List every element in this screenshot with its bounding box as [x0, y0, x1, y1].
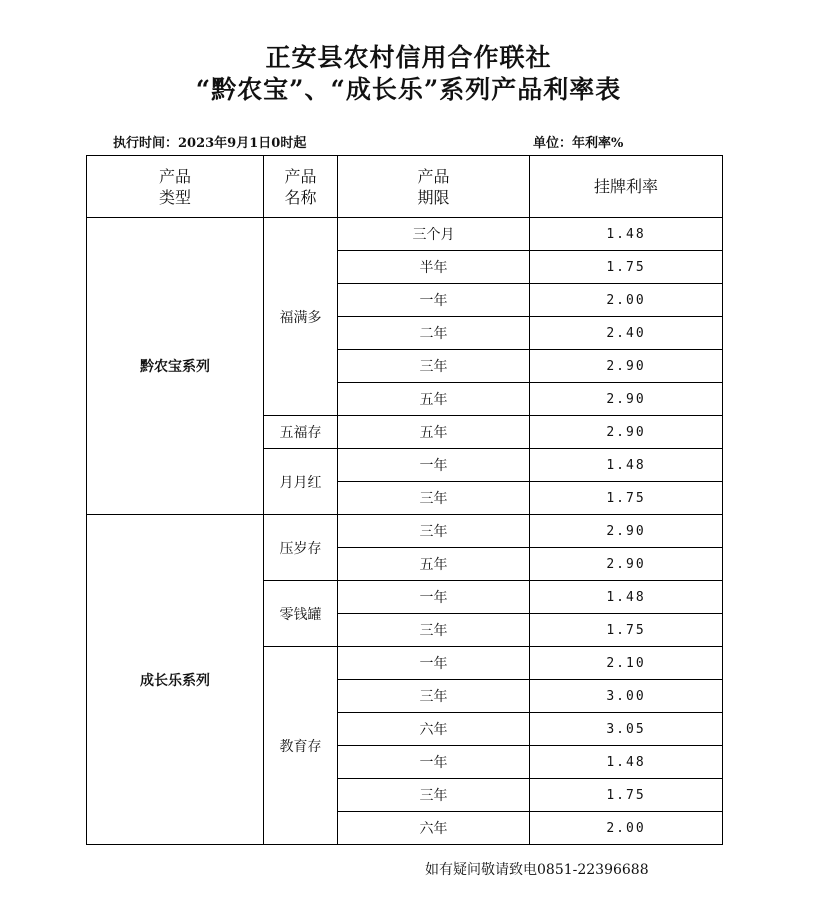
- header-product-term-line1: 产品: [417, 166, 450, 186]
- header-product-type-line1: 产品: [158, 166, 191, 186]
- product-term: 六年: [338, 812, 530, 845]
- series-name: 黔农宝系列: [87, 218, 264, 515]
- product-term: 六年: [338, 713, 530, 746]
- header-product-type-line2: 类型: [158, 187, 191, 207]
- product-name: 月月红: [264, 449, 338, 515]
- product-term: 三年: [338, 350, 530, 383]
- header-product-name: [264, 156, 338, 218]
- product-term: 一年: [338, 647, 530, 680]
- header-product-type: [87, 156, 264, 218]
- product-term: 五年: [338, 548, 530, 581]
- listed-rate: 2.90: [530, 350, 723, 383]
- listed-rate: 2.10: [530, 647, 723, 680]
- listed-rate: 3.00: [530, 680, 723, 713]
- header-product-name-line2: 名称: [284, 187, 317, 207]
- listed-rate: 2.90: [530, 548, 723, 581]
- product-term: 三年: [338, 614, 530, 647]
- product-term: 三年: [338, 482, 530, 515]
- listed-rate: 2.00: [530, 284, 723, 317]
- product-term: 一年: [338, 581, 530, 614]
- product-term: 半年: [338, 251, 530, 284]
- effective-time: 执行时间：2023年9月1日0时起: [113, 136, 307, 151]
- listed-rate: 2.90: [530, 416, 723, 449]
- document-subtitle: “黔农宝”、“成长乐”系列产品利率表: [195, 75, 622, 104]
- product-term: 一年: [338, 449, 530, 482]
- rate-unit: 单位：年利率%: [533, 136, 624, 151]
- listed-rate: 1.75: [530, 779, 723, 812]
- listed-rate: 2.40: [530, 317, 723, 350]
- document-title: 正安县农村信用合作联社: [265, 43, 552, 72]
- listed-rate: 1.75: [530, 482, 723, 515]
- rate-table: [86, 155, 723, 845]
- listed-rate: 3.05: [530, 713, 723, 746]
- header-product-term: [338, 156, 530, 218]
- product-term: 一年: [338, 746, 530, 779]
- product-name: 福满多: [264, 218, 338, 416]
- contact-note: 如有疑问敬请致电0851-22396688: [425, 862, 649, 878]
- product-term: 五年: [338, 383, 530, 416]
- product-term: 三年: [338, 680, 530, 713]
- listed-rate: 2.90: [530, 383, 723, 416]
- product-term: 二年: [338, 317, 530, 350]
- listed-rate: 1.75: [530, 614, 723, 647]
- listed-rate: 1.48: [530, 449, 723, 482]
- product-term: 一年: [338, 284, 530, 317]
- listed-rate: 1.48: [530, 218, 723, 251]
- product-term: 三年: [338, 779, 530, 812]
- listed-rate: 1.48: [530, 581, 723, 614]
- header-product-term-line2: 期限: [417, 187, 450, 207]
- product-term: 五年: [338, 416, 530, 449]
- product-term: 三个月: [338, 218, 530, 251]
- series-name: 成长乐系列: [87, 515, 264, 845]
- product-name: 压岁存: [264, 515, 338, 581]
- product-term: 三年: [338, 515, 530, 548]
- listed-rate: 2.90: [530, 515, 723, 548]
- table-header-row: [87, 156, 723, 218]
- table-row: [87, 515, 723, 548]
- listed-rate: 1.75: [530, 251, 723, 284]
- product-name: 教育存: [264, 647, 338, 845]
- header-product-name-line1: 产品: [284, 166, 317, 186]
- header-listed-rate: 挂牌利率: [530, 156, 723, 218]
- listed-rate: 2.00: [530, 812, 723, 845]
- product-name: 五福存: [264, 416, 338, 449]
- product-name: 零钱罐: [264, 581, 338, 647]
- table-row: [87, 218, 723, 251]
- listed-rate: 1.48: [530, 746, 723, 779]
